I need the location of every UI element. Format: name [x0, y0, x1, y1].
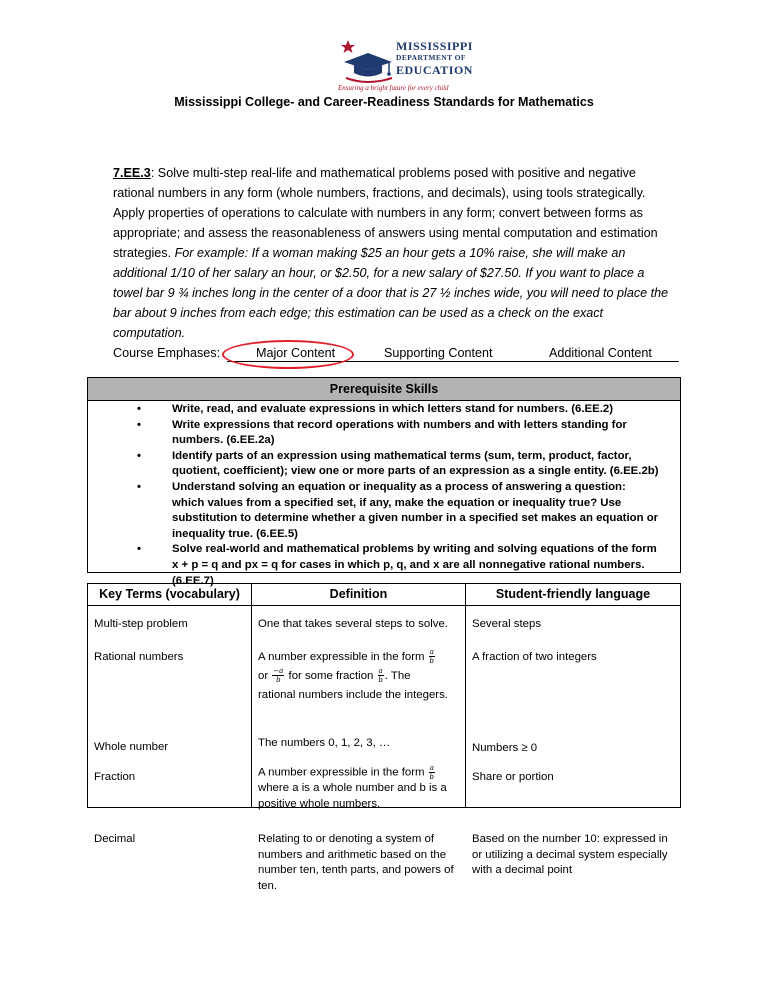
bullet-icon: •	[137, 543, 141, 556]
definition-cell: A number expressible in the form $\frac{a}{b}$ where a is a whole number and b is a positive whole numbers.	[258, 764, 447, 810]
bullet-icon: •	[137, 403, 141, 415]
bullet-icon: •	[137, 418, 141, 431]
friendly-cell: A fraction of two integers	[472, 651, 597, 663]
header-key-terms: Key Terms (vocabulary)	[88, 584, 251, 606]
term-cell: Rational numbers	[94, 651, 184, 663]
logo-org-name	[396, 40, 473, 76]
friendly-cell: Share or portion	[472, 771, 554, 783]
header-student-friendly: Student-friendly language	[466, 584, 680, 606]
selected-emphasis-circle	[222, 340, 354, 369]
standard-code: 7.EE.3	[113, 166, 151, 180]
prerequisite-heading: Prerequisite Skills	[88, 378, 680, 401]
prerequisite-item: • Solve real-world and mathematical problems by writing and solving equations of the form x + p = q and px = q for cases in which p, q, and x are all nonnegative rational numbers. (6.EE.7)	[137, 543, 657, 587]
definition-cell: A number expressible in the form $\frac{a}{b}$ or $\frac{-a}{b}$ for some fraction $\frac{a}{b}$ . The rational numbers include the integers.	[258, 648, 448, 701]
vocabulary-table	[87, 583, 681, 892]
definition-cell: The numbers 0, 1, 2, 3, …	[258, 737, 391, 749]
logo-line-2: DEPARTMENT OF	[396, 53, 466, 62]
fraction-neg-a-over-b: $\frac{-a}{b}$	[273, 667, 284, 685]
standard-text: : Solve multi-step real-life and mathematical problems posed with positive and negative rational numbers in any form (whole numbers, fractions, and decimals), using tools strategically. Apply properties of operations to calculate with numbers in any form; convert between forms as appropriate; and assess the reasonableness of answers using mental computation and estimation strategies.	[113, 166, 658, 260]
emphasis-major-content: Major Content	[256, 346, 336, 360]
term-cell: Whole number	[94, 741, 169, 753]
prerequisite-item: • Write expressions that record operations with numbers and with letters standing for numbers. (6.EE.2a)	[137, 418, 627, 447]
prerequisite-list	[88, 402, 680, 589]
emphasis-additional-content: Additional Content	[549, 346, 652, 360]
logo-line-3: EDUCATION	[396, 62, 473, 77]
logo-line-1: MISSISSIPPI	[396, 39, 473, 53]
emphasis-supporting-content: Supporting Content	[384, 346, 493, 360]
bullet-icon: •	[137, 480, 141, 493]
prerequisite-item: • Understand solving an equation or inequality as a process of answering a question: which values from a specified set, if any, make the equation or inequality true? Use substitution to determine whether a given number in a specified set makes an equation or inequality true. (6.EE.5)	[137, 480, 659, 540]
bullet-icon: •	[137, 449, 141, 462]
prerequisite-skills-box	[87, 377, 681, 587]
term-cell: Decimal	[94, 833, 136, 845]
term-cell: Fraction	[94, 771, 136, 783]
prerequisite-item: • Identify parts of an expression using mathematical terms (sum, term, product, factor, quotient, coefficient); view one or more parts of an expression as a single entity. (6.EE.2b)	[137, 449, 659, 478]
friendly-cell: Based on the number 10: expressed in or utilizing a decimal system especially with a decimal point	[472, 833, 668, 877]
graduation-cap-star-icon	[338, 40, 398, 86]
course-emphases-label: Course Emphases:	[113, 346, 221, 360]
term-cell: Multi-step problem	[94, 618, 188, 630]
definition-cell: Relating to or denoting a system of numbers and arithmetic based on the number ten, tenth parts, and powers of ten.	[258, 833, 454, 892]
mde-logo	[338, 40, 538, 94]
prerequisite-item: • Write, read, and evaluate expressions in which letters stand for numbers. (6.EE.2)	[88, 402, 680, 418]
standard-example: For example: If a woman making $25 an hour gets a 10% raise, she will make an additional 1/10 of her salary an hour, or $2.50, for a new salary of $27.50. If you want to place a towel bar 9 ¾ inches long in the center of a door that is 27 ½ inches wide, you will need to place the bar about 9 inches from each edge; this estimation can be used as a check on the exact computation.	[113, 246, 669, 340]
fraction-a-over-b: $\frac{a}{b}$	[378, 667, 383, 685]
friendly-cell: Numbers ≥ 0	[472, 742, 538, 754]
column-divider	[465, 584, 466, 807]
column-divider	[251, 584, 252, 807]
fraction-a-over-b: $\frac{a}{b}$	[429, 648, 435, 666]
definition-cell: One that takes several steps to solve.	[258, 618, 448, 630]
fraction-a-over-b: $\frac{a}{b}$	[429, 764, 435, 781]
header-definition: Definition	[252, 584, 465, 606]
standard-paragraph	[113, 163, 675, 343]
friendly-cell: Several steps	[472, 618, 542, 630]
logo-tagline: Ensuring a bright future for every child	[338, 84, 449, 92]
page-title: Mississippi College- and Career-Readiness Standards for Mathematics	[174, 95, 594, 109]
